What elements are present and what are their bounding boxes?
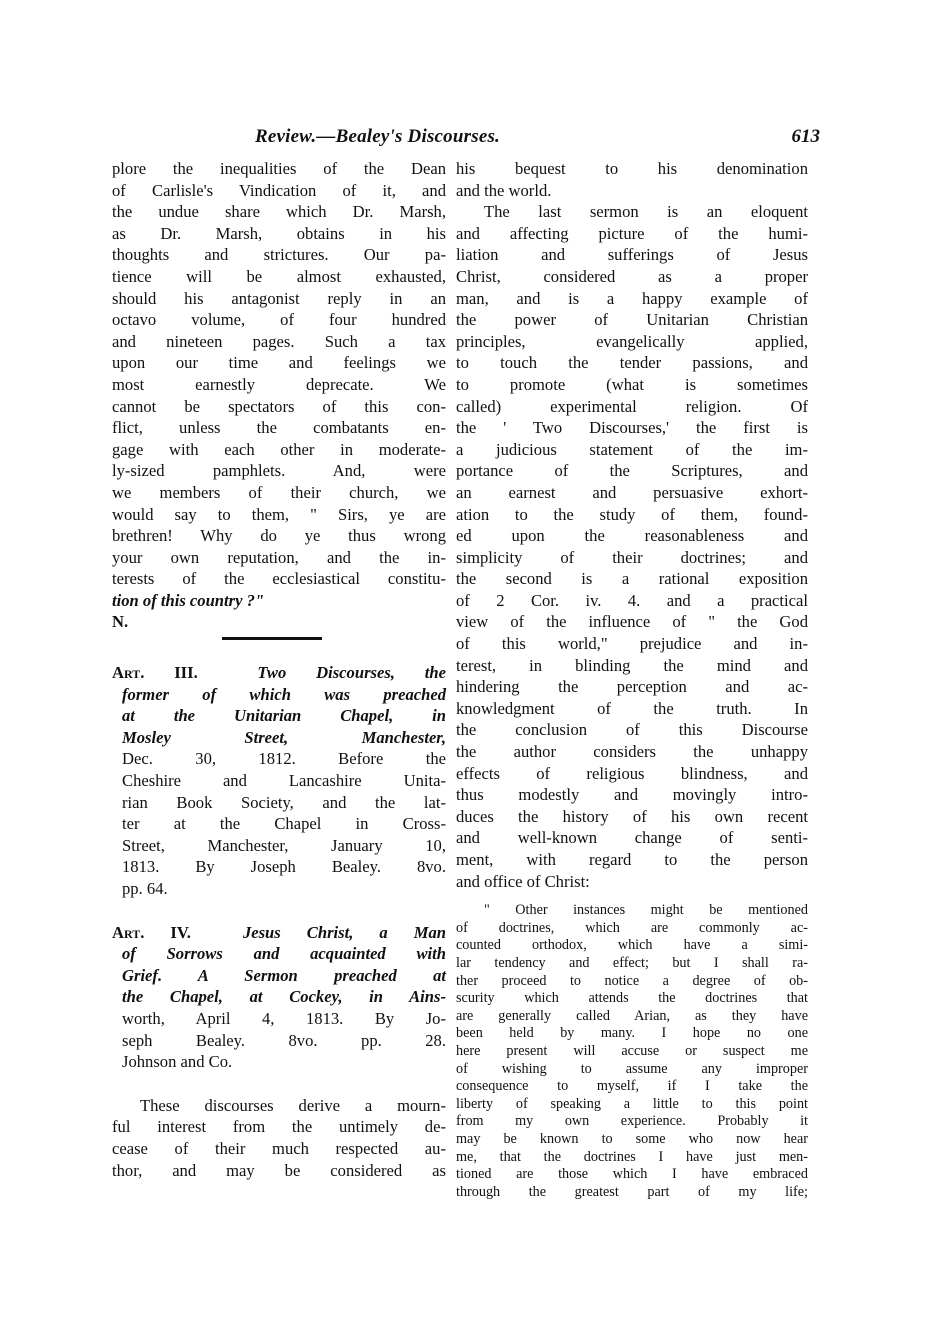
text-line: pp. 64. bbox=[122, 879, 168, 898]
text-line: an earnest and persuasive exhort- bbox=[456, 482, 808, 502]
paragraph-continued bbox=[112, 158, 446, 611]
text-line: called) experimental religion. Of bbox=[456, 396, 808, 416]
text-line: octavo volume, of four hundred bbox=[112, 310, 446, 330]
text-line: Dec. 30, 1812. Before the bbox=[122, 749, 446, 769]
text-line: and well-known change of senti- bbox=[456, 828, 808, 848]
text-line: terests of the ecclesiastical constitu- bbox=[112, 569, 446, 589]
text-line: may be known to some who now hear bbox=[456, 1130, 808, 1147]
text-line: of Sorrows and acquainted with bbox=[122, 944, 446, 964]
text-line: Street, Manchester, January 10, bbox=[122, 835, 446, 855]
text-line: counted orthodox, which have a simi- bbox=[456, 937, 808, 954]
text-line: the second is a rational exposition bbox=[456, 569, 808, 589]
article-4-heading bbox=[112, 922, 446, 1073]
article-label: Art. IV. bbox=[112, 922, 191, 942]
block-quote bbox=[456, 902, 808, 1201]
text-line: are generally called Arian, as they have bbox=[456, 1007, 808, 1024]
text-line: we members of their church, we bbox=[112, 482, 446, 502]
text-line: the conclusion of this Discourse bbox=[456, 720, 808, 740]
text-line: and the world. bbox=[456, 180, 552, 200]
text-line: as Dr. Marsh, obtains in his bbox=[112, 223, 446, 243]
text-line: ly-sized pamphlets. And, were bbox=[112, 461, 446, 481]
text-line: Cheshire and Lancashire Unita- bbox=[122, 771, 446, 791]
text-line: ther proceed to notice a degree of ob- bbox=[456, 972, 808, 989]
paragraph-continued bbox=[456, 158, 808, 201]
text-line: principles, evangelically applied, bbox=[456, 331, 808, 351]
text-line: of this world," prejudice and in- bbox=[456, 634, 808, 654]
text-line: gage with each other in moderate- bbox=[112, 439, 446, 459]
text-line: portance of the Scriptures, and bbox=[456, 461, 808, 481]
text-line: thoughts and strictures. Our pa- bbox=[112, 245, 446, 265]
page-number: 613 bbox=[791, 126, 820, 147]
text-line: been held by many. I hope no one bbox=[456, 1025, 808, 1042]
article-label: Art. III. bbox=[112, 663, 198, 683]
text-line: from my own experience. Probably it bbox=[456, 1113, 808, 1130]
text-line: man, and is a happy example of bbox=[456, 288, 808, 308]
right-column bbox=[456, 158, 808, 1201]
text-line: to promote (what is sometimes bbox=[456, 374, 808, 394]
text-line: lar tendency and effect; but I shall ra- bbox=[456, 954, 808, 971]
text-line: These discourses derive a mourn- bbox=[140, 1095, 446, 1115]
text-line: to touch the tender passions, and bbox=[456, 353, 808, 373]
text-line: plore the inequalities of the Dean bbox=[112, 159, 446, 178]
text-line: a judicious statement of the im- bbox=[456, 439, 808, 459]
text-line: effects of religious blindness, and bbox=[456, 763, 808, 783]
text-line: Jesus Christ, a Man bbox=[242, 922, 446, 942]
running-title: Review.—Bealey's Discourses. bbox=[255, 126, 501, 147]
text-line: ful interest from the untimely de- bbox=[112, 1117, 446, 1137]
paragraph bbox=[112, 1095, 446, 1181]
spacer bbox=[112, 900, 446, 922]
text-line: tion of this country ?" bbox=[112, 590, 265, 610]
text-line: his bequest to his denomination bbox=[456, 159, 808, 178]
text-line: seph Bealey. 8vo. pp. 28. bbox=[122, 1030, 446, 1050]
text-line: view of the influence of " the God bbox=[456, 612, 808, 632]
text-line: the undue share which Dr. Marsh, bbox=[112, 202, 446, 222]
text-line: hindering the perception and ac- bbox=[456, 677, 808, 697]
text-line: duces the history of his own recent bbox=[456, 806, 808, 826]
spacer bbox=[112, 640, 446, 662]
text-line: brethren! Why do ye thus wrong bbox=[112, 526, 446, 546]
text-line: thus modestly and movingly intro- bbox=[456, 785, 808, 805]
text-line: upon our time and feelings we bbox=[112, 353, 446, 373]
spacer bbox=[112, 1073, 446, 1095]
paragraph bbox=[456, 201, 808, 892]
text-line: The last sermon is an eloquent bbox=[484, 202, 808, 222]
text-line: your own reputation, and the in- bbox=[112, 547, 446, 567]
text-line: here present will accuse or suspect me bbox=[456, 1042, 808, 1059]
text-line: scurity which attends the doctrines that bbox=[456, 990, 808, 1007]
text-line: Grief. A Sermon preached at bbox=[122, 965, 446, 985]
text-line: former of which was preached bbox=[122, 684, 446, 704]
text-line: Christ, considered as a proper bbox=[456, 266, 808, 286]
text-line: of wishing to assume any improper bbox=[456, 1060, 808, 1077]
text-line: simplicity of their doctrines; and bbox=[456, 547, 808, 567]
text-line: would say to them, " Sirs, ye are bbox=[112, 504, 446, 524]
text-line: knowledgment of the truth. In bbox=[456, 698, 808, 718]
text-line: should his antagonist reply in an bbox=[112, 288, 446, 308]
spacer bbox=[456, 892, 808, 902]
text-line: and affecting picture of the humi- bbox=[456, 223, 808, 243]
text-line: ation to the study of them, found- bbox=[456, 504, 808, 524]
text-line: of 2 Cor. iv. 4. and a practical bbox=[456, 590, 808, 610]
text-line: the Chapel, at Cockey, in Ains- bbox=[122, 987, 446, 1007]
text-line: tioned are those which I have embraced bbox=[456, 1166, 808, 1183]
text-line: 1813. By Joseph Bealey. 8vo. bbox=[122, 857, 446, 877]
text-line: thor, and may be considered as bbox=[112, 1160, 446, 1180]
text-line: Two Discourses, the bbox=[257, 663, 446, 683]
running-header bbox=[255, 126, 820, 154]
text-line: through the greatest part of my life; bbox=[456, 1183, 808, 1200]
text-line: the power of Unitarian Christian bbox=[456, 310, 808, 330]
text-line: " Other instances might be mentioned bbox=[484, 902, 808, 919]
text-line: flict, unless the combatants en- bbox=[112, 418, 446, 438]
text-line: at the Unitarian Chapel, in bbox=[122, 706, 446, 726]
text-line: consequence to myself, if I take the bbox=[456, 1078, 808, 1095]
text-line: tience will be almost exhausted, bbox=[112, 266, 446, 286]
left-column bbox=[112, 158, 446, 1181]
text-line: and nineteen pages. Such a tax bbox=[112, 331, 446, 351]
text-line: cannot be spectators of this con- bbox=[112, 396, 446, 416]
text-line: worth, April 4, 1813. By Jo- bbox=[122, 1008, 446, 1028]
text-line: liberty of speaking a little to this point bbox=[456, 1095, 808, 1112]
text-line: Mosley Street, Manchester, bbox=[122, 727, 446, 747]
article-3-heading bbox=[112, 662, 446, 900]
text-line: most earnestly deprecate. We bbox=[112, 374, 446, 394]
text-line: and office of Christ: bbox=[456, 871, 590, 891]
text-line: ment, with regard to the person bbox=[456, 850, 808, 869]
text-line: Johnson and Co. bbox=[122, 1052, 233, 1072]
text-line: of Carlisle's Vindication of it, and bbox=[112, 180, 446, 200]
text-line: rian Book Society, and the lat- bbox=[122, 792, 446, 812]
text-line: the ' Two Discourses,' the first is bbox=[456, 418, 808, 438]
text-line: liation and sufferings of Jesus bbox=[456, 245, 808, 265]
text-line: of doctrines, which are commonly ac- bbox=[456, 919, 808, 936]
text-line: terest, in blinding the mind and bbox=[456, 655, 808, 675]
text-line: cease of their much respected au- bbox=[112, 1138, 446, 1158]
text-line: ter at the Chapel in Cross- bbox=[122, 814, 446, 834]
signature: N. bbox=[112, 612, 129, 632]
text-line: the author considers the unhappy bbox=[456, 742, 808, 762]
text-line: ed upon the reasonableness and bbox=[456, 526, 808, 546]
text-line: me, that the doctrines I have just men- bbox=[456, 1148, 808, 1165]
